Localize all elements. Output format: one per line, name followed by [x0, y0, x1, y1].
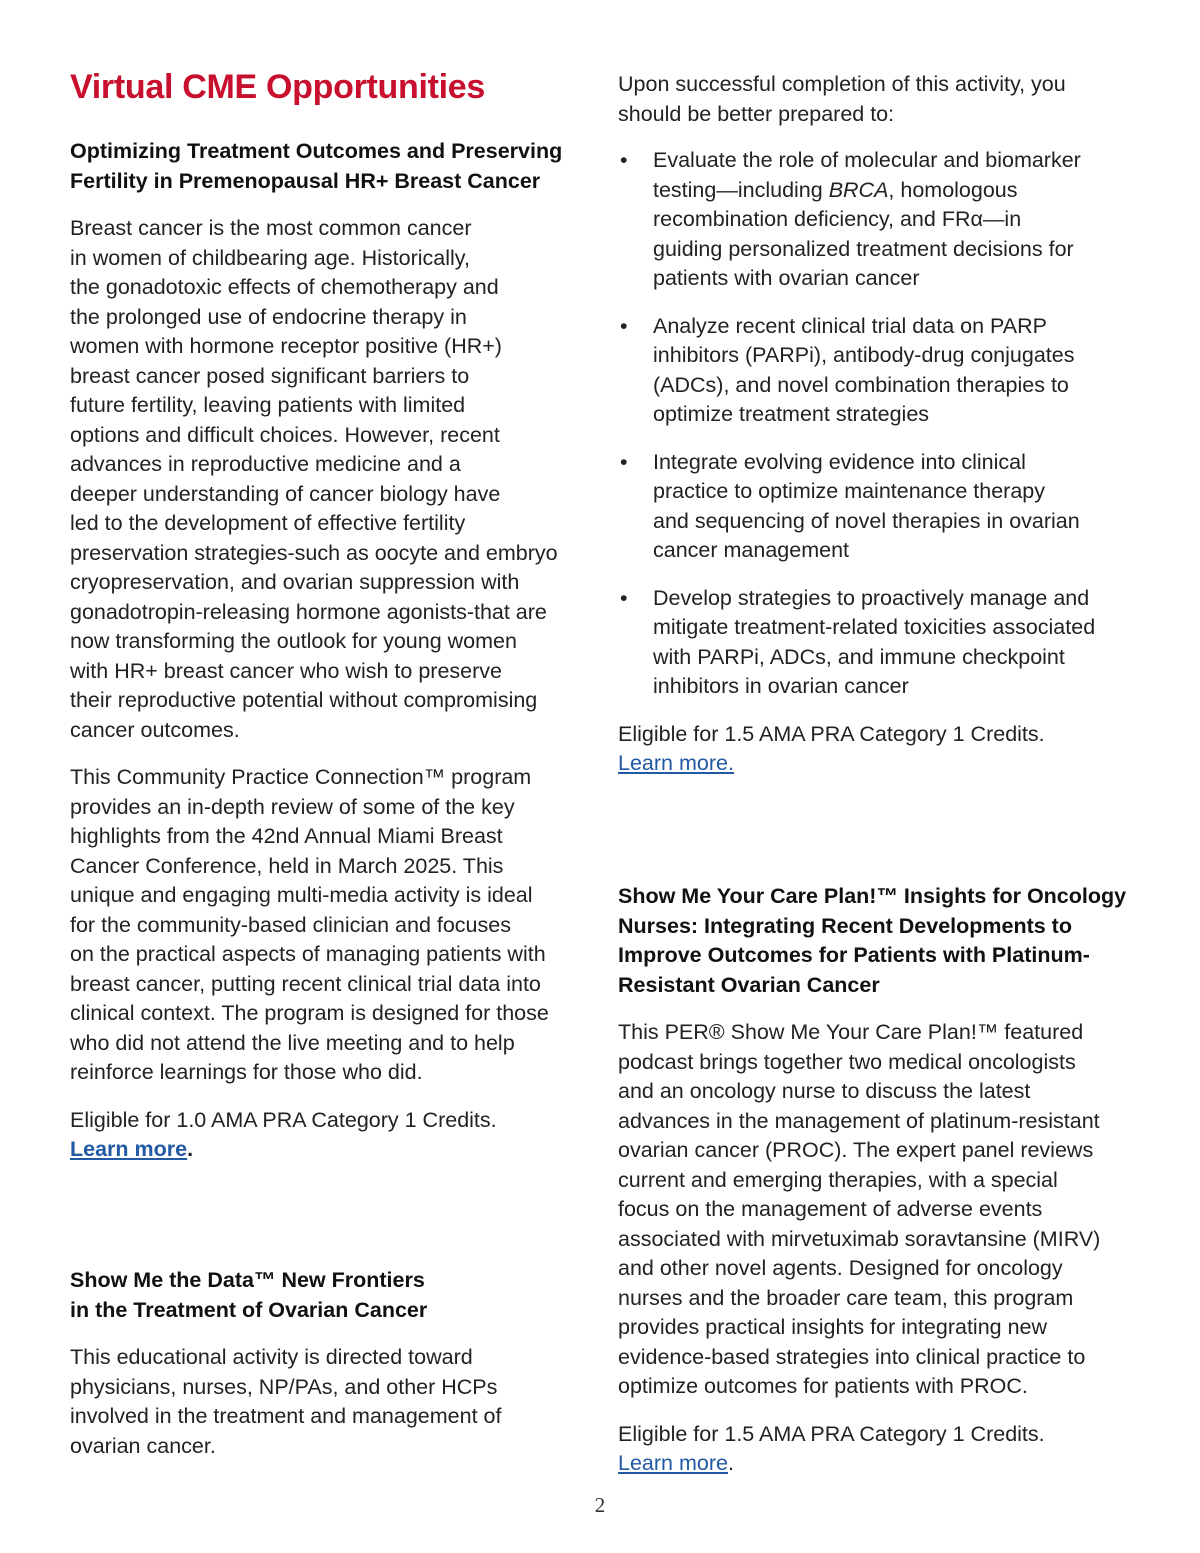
paragraph [70, 1343, 590, 1461]
text-line: women with hormone receptor positive (HR+) [70, 334, 502, 358]
heading-line: Show Me Your Care Plan!™ Insights for Oncology [618, 884, 1127, 908]
text-line: ovarian cancer. [70, 1433, 216, 1458]
section-heading [70, 1266, 590, 1325]
text-segment: , homologous [888, 177, 1018, 202]
text-line: and other novel agents. Designed for oncology [618, 1256, 1063, 1280]
credits-text: Eligible for 1.5 AMA PRA Category 1 Credits. [618, 1421, 1045, 1446]
text-line: recombination deficiency, and FRα—in [653, 207, 1022, 231]
bullet-icon: • [620, 148, 628, 172]
heading-line: Fertility in Premenopausal HR+ Breast Cancer [70, 168, 541, 193]
text-line: inhibitors in ovarian cancer [653, 674, 909, 698]
text-line: mitigate treatment-related toxicities associated [653, 615, 1096, 639]
text-line: This PER® Show Me Your Care Plan!™ featured [618, 1020, 1084, 1044]
learn-more-link[interactable]: Learn more [618, 1451, 728, 1475]
text-line: their reproductive potential without compromising [70, 688, 538, 712]
text-line: advances in the management of platinum-resistant [618, 1108, 1100, 1133]
text-line: involved in the treatment and management of [70, 1404, 502, 1428]
section-heading [70, 137, 590, 196]
heading-line: in the Treatment of Ovarian Cancer [70, 1297, 428, 1322]
text-line: advances in reproductive medicine and a [70, 452, 461, 476]
text-line: Upon successful completion of this activity, you [618, 72, 1066, 96]
page-title: Virtual CME Opportunities [70, 68, 486, 106]
text-line: inhibitors (PARPi), antibody-drug conjugates [653, 343, 1075, 367]
text-line: physicians, nurses, NP/PAs, and other HCPs [70, 1374, 498, 1399]
text-line: podcast brings together two medical oncologists [618, 1049, 1076, 1074]
text-line: ovarian cancer (PROC). The expert panel reviews [618, 1138, 1094, 1162]
text-line: Integrate evolving evidence into clinical [653, 449, 1026, 474]
list-item [618, 448, 1143, 566]
section-care-plan [618, 882, 1143, 1479]
paragraph [618, 1018, 1143, 1402]
text-line: associated with mirvetuximab soravtansine (MIRV) [618, 1226, 1101, 1251]
heading-line: Show Me the Data™ New Frontiers [70, 1268, 425, 1292]
text-line: and sequencing of novel therapies in ovarian [653, 508, 1080, 533]
text-line: optimize outcomes for patients with PROC. [618, 1374, 1028, 1398]
text-line: optimize treatment strategies [653, 402, 930, 426]
text-line: guiding personalized treatment decisions for [653, 236, 1074, 261]
text-line: practice to optimize maintenance therapy [653, 479, 1045, 503]
text-line: focus on the management of adverse events [618, 1197, 1043, 1221]
text-line: led to the development of effective fertility [70, 511, 466, 535]
heading-line: Nurses: Integrating Recent Developments to [618, 913, 1072, 938]
heading-line: Resistant Ovarian Cancer [618, 972, 880, 997]
learn-more-link[interactable]: Learn more. [618, 751, 734, 775]
text-line: Breast cancer is the most common cancer [70, 216, 472, 240]
heading-line: Improve Outcomes for Patients with Platinum- [618, 943, 1090, 967]
text-segment: testing—including [653, 177, 829, 202]
text-line: (ADCs), and novel combination therapies to [653, 372, 1069, 397]
text-line: cancer outcomes. [70, 717, 240, 742]
credits-paragraph [618, 1420, 1143, 1479]
text-line: should be better prepared to: [618, 101, 895, 126]
text-line: Evaluate the role of molecular and biomarker [653, 148, 1081, 172]
paragraph [70, 763, 590, 1088]
paragraph [70, 214, 590, 745]
text-line: breast cancer posed significant barriers to [70, 363, 470, 388]
text-line: provides practical insights for integrating new [618, 1315, 1048, 1339]
list-item [618, 584, 1143, 702]
text-line: This Community Practice Connection™ program [70, 765, 532, 789]
gene-name: BRCA [828, 177, 889, 202]
text-line: deeper understanding of cancer biology have [70, 481, 501, 506]
learn-more-link[interactable]: Learn more [70, 1137, 188, 1161]
text-line: in women of childbearing age. Historically, [70, 245, 470, 270]
credits-paragraph [618, 720, 1143, 779]
text-line: preservation strategies-such as oocyte and embryo [70, 540, 558, 565]
text-line: options and difficult choices. However, recent [70, 422, 500, 447]
section-heading [618, 882, 1143, 1000]
intro-paragraph [618, 70, 1143, 129]
text-line: current and emerging therapies, with a special [618, 1167, 1058, 1192]
text-line: gonadotropin-releasing hormone agonists-that are [70, 599, 547, 624]
section-ovarian-data [70, 1266, 590, 1461]
credits-text: Eligible for 1.0 AMA PRA Category 1 Credits. [70, 1107, 497, 1132]
text-line: unique and engaging multi-media activity is ideal [70, 883, 533, 907]
section-breast-cancer [70, 137, 590, 1165]
text-line: provides an in-depth review of some of the key [70, 794, 515, 819]
text-line: cryopreservation, and ovarian suppression with [70, 570, 520, 594]
bullet-icon: • [620, 585, 628, 610]
text-line: clinical context. The program is designed for those [70, 1001, 549, 1025]
heading-line: Optimizing Treatment Outcomes and Preserving [70, 139, 563, 163]
list-item [618, 146, 1143, 294]
text-line: and an oncology nurse to discuss the latest [618, 1079, 1031, 1103]
text-line: with PARPi, ADCs, and immune checkpoint [653, 644, 1065, 669]
text-line: for the community-based clinician and focuses [70, 912, 511, 937]
bullet-icon: • [620, 313, 628, 338]
text-line: the gonadotoxic effects of chemotherapy and [70, 275, 499, 299]
text-line: now transforming the outlook for young women [70, 629, 517, 653]
list-item [618, 312, 1143, 430]
text-line: breast cancer, putting recent clinical trial data into [70, 971, 541, 996]
text-line: This educational activity is directed toward [70, 1345, 473, 1369]
credits-paragraph [70, 1106, 590, 1165]
text-line: who did not attend the live meeting and to help [70, 1030, 515, 1055]
text-line: patients with ovarian cancer [653, 266, 920, 290]
text-line: Develop strategies to proactively manage and [653, 585, 1090, 610]
text-line: Cancer Conference, held in March 2025. This [70, 853, 504, 878]
text-line: reinforce learnings for those who did. [70, 1060, 423, 1084]
text-line: nurses and the broader care team, this program [618, 1285, 1074, 1310]
page-number: 2 [594, 1493, 606, 1517]
objectives-list [618, 146, 1143, 702]
link-suffix: . [187, 1137, 194, 1161]
credits-text: Eligible for 1.5 AMA PRA Category 1 Credits. [618, 721, 1045, 746]
text-line: the prolonged use of endocrine therapy in [70, 304, 467, 329]
text-line: on the practical aspects of managing patients with [70, 942, 546, 966]
link-suffix: . [727, 1451, 734, 1475]
text-line: cancer management [653, 538, 849, 562]
text-line: evidence-based strategies into clinical practice to [618, 1344, 1086, 1369]
objectives-block [618, 70, 1143, 779]
text-line: Analyze recent clinical trial data on PARP [653, 313, 1047, 338]
text-line: highlights from the 42nd Annual Miami Breast [70, 824, 503, 848]
text-line: with HR+ breast cancer who wish to preserve [70, 658, 502, 683]
text-line: future fertility, leaving patients with limited [70, 393, 466, 417]
bullet-icon: • [620, 449, 628, 474]
